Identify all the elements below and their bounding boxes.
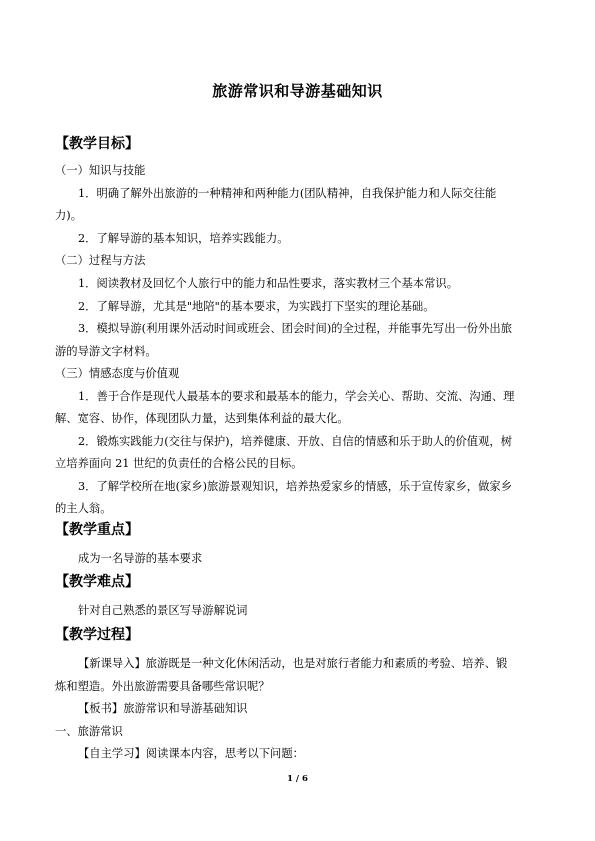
board-text: 【板书】旅游常识和导游基础知识 [78, 702, 248, 715]
page-number: 1 / 6 [287, 774, 308, 784]
paragraph-line: 【新课导入】旅游既是一种文化休闲活动，也是对旅行者能力和素质的考验、培养、锻 [78, 657, 508, 670]
paragraph-line: 1．阅读教材及回忆个人旅行中的能力和品性要求，落实教材三个基本常识。 [78, 277, 458, 290]
paragraph-line: 2．了解导游，尤其是"地陪"的基本要求，为实践打下坚实的理论基础。 [78, 300, 435, 313]
subheading-knowledge-skills: （一）知识与技能 [55, 164, 146, 177]
paragraph-line: 立培养面向 21 世纪的负责任的合格公民的目标。 [55, 457, 303, 470]
paragraph-line: 1．明确了解外出旅游的一种精神和两种能力(团队精神，自我保护能力和人际交往能 [78, 187, 497, 200]
paragraph-line: 游的导游文字材料。 [55, 345, 157, 358]
heading-key-points: 【教学重点】 [55, 522, 139, 538]
paragraph-line: 的主人翁。 [55, 502, 112, 515]
difficult-point-text: 针对自己熟悉的景区写导游解说词 [78, 604, 248, 617]
self-study-text: 【自主学习】阅读课本内容，思考以下问题： [78, 747, 304, 760]
heading-difficult-points: 【教学难点】 [55, 574, 139, 590]
paragraph-line: 3．模拟导游(利用课外活动时间或班会、团会时间)的全过程，并能事先写出一份外出旅 [78, 322, 512, 335]
paragraph-line: 力)。 [55, 209, 83, 222]
paragraph-line: 解、宽容、协作，体现团队力量，达到集体利益的最大化。 [55, 412, 349, 425]
paragraph-line: 2．锻炼实践能力(交往与保护)，培养健康、开放、自信的情感和乐于助人的价值观，树 [78, 435, 512, 448]
paragraph-line: 3．了解学校所在地(家乡)旅游景观知识，培养热爱家乡的情感，乐于宣传家乡，做家乡 [78, 480, 512, 493]
paragraph-line: 1．善于合作是现代人最基本的要求和最基本的能力，学会关心、帮助、交流、沟通、理 [78, 390, 515, 403]
document-title: 旅游常识和导游基础知识 [212, 82, 383, 100]
heading-teaching-process: 【教学过程】 [55, 627, 139, 643]
section-heading-travel-common-sense: 一、旅游常识 [55, 725, 123, 738]
subheading-attitudes-values: （三）情感态度与价值观 [55, 367, 180, 380]
heading-teaching-goals: 【教学目标】 [55, 136, 139, 152]
key-point-text: 成为一名导游的基本要求 [78, 552, 203, 565]
paragraph-line: 2．了解导游的基本知识，培养实践能力。 [78, 232, 289, 245]
paragraph-line: 炼和塑造。外出旅游需要具备哪些常识呢？ [55, 680, 270, 693]
subheading-process-methods: （二）过程与方法 [55, 254, 146, 267]
